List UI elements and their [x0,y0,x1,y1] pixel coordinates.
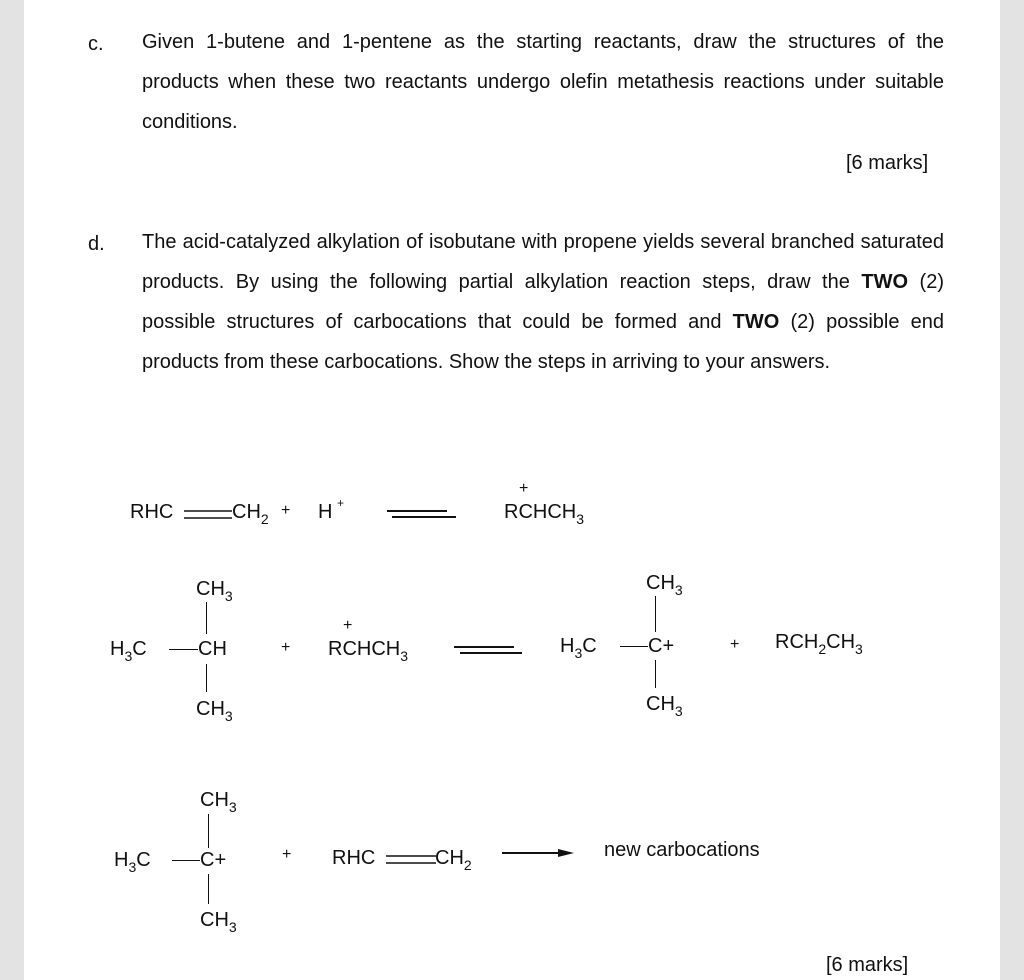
isobutane-center-ch: CH [198,638,227,660]
cation3-top-ch3: $CH_3$ [200,789,237,815]
bond [208,814,209,848]
cation-h3c: $H_3C$ [560,635,597,661]
isobutane-bottom-ch3: $CH_3$ [196,698,233,724]
step1-proton: H [318,501,333,523]
step2-carbocation: $RCHCH_3$ [328,638,409,664]
step3-ch2: $CH_2$ [435,847,472,873]
bond [655,596,656,632]
cation-center: C+ [648,635,675,657]
isobutane-top-ch3: $CH_3$ [196,578,233,604]
step2-carbocation-charge: + [343,617,353,634]
double-bond [386,850,436,870]
step3-rhc: RHC [332,847,376,869]
cation3-bottom-ch3: $CH_3$ [200,909,237,935]
bond [206,602,207,634]
equilibrium-arrow-top [387,510,447,512]
step1-ch2: $CH_2$ [232,501,269,527]
bond [655,660,656,688]
isobutane-h3c: $H_3C$ [110,638,147,664]
question-c-text: Given 1-butene and 1-pentene as the starting reactants, draw the structures of the products when these two reactants undergo olefin metathesis reactions under suitable conditions. [142,31,944,133]
step1-product: $RCHCH_3$ [504,501,585,527]
cation3-center: C+ [200,849,227,871]
equilibrium-arrow-bottom [392,516,456,518]
step1-plus: + [281,502,291,519]
equilibrium-arrow-bottom [460,652,522,654]
question-c-marks: [6 marks] [846,152,929,174]
proton-charge: + [337,496,345,510]
question-d-text: The acid-catalyzed alkylation of isobutane with propene yields several branched saturated products. By using the following partial alkylation reaction steps, draw the TWO (2) possible structures of carbocations that could be formed and TWO (2) possible end products from these carbocations. Show the steps in arriving to your answers. [142,231,945,373]
step2-plus-2: + [730,636,740,653]
question-d-marks: [6 marks] [826,954,909,976]
cation-bottom-ch3: $CH_3$ [646,693,683,719]
question-d-letter: d. [88,233,105,255]
question-c-letter: c. [88,33,104,55]
cation-top-ch3: $CH_3$ [646,572,683,598]
equilibrium-arrow-top [454,646,514,648]
bond [206,664,207,692]
step3-plus: + [282,846,292,863]
bond [169,649,198,650]
step1-rhc: RHC [130,501,174,523]
cation3-h3c: $H_3C$ [114,849,151,875]
step2-plus-1: + [281,639,291,656]
step2-alkane-product: $RCH_2CH_3$ [775,631,863,657]
step1-product-charge: + [519,480,529,497]
step3-result: new carbocations [604,839,760,861]
bond [620,646,648,647]
document-page [24,0,1000,980]
double-bond [184,505,232,525]
bond [172,860,200,861]
bond [208,874,209,904]
reaction-arrow [502,846,574,860]
